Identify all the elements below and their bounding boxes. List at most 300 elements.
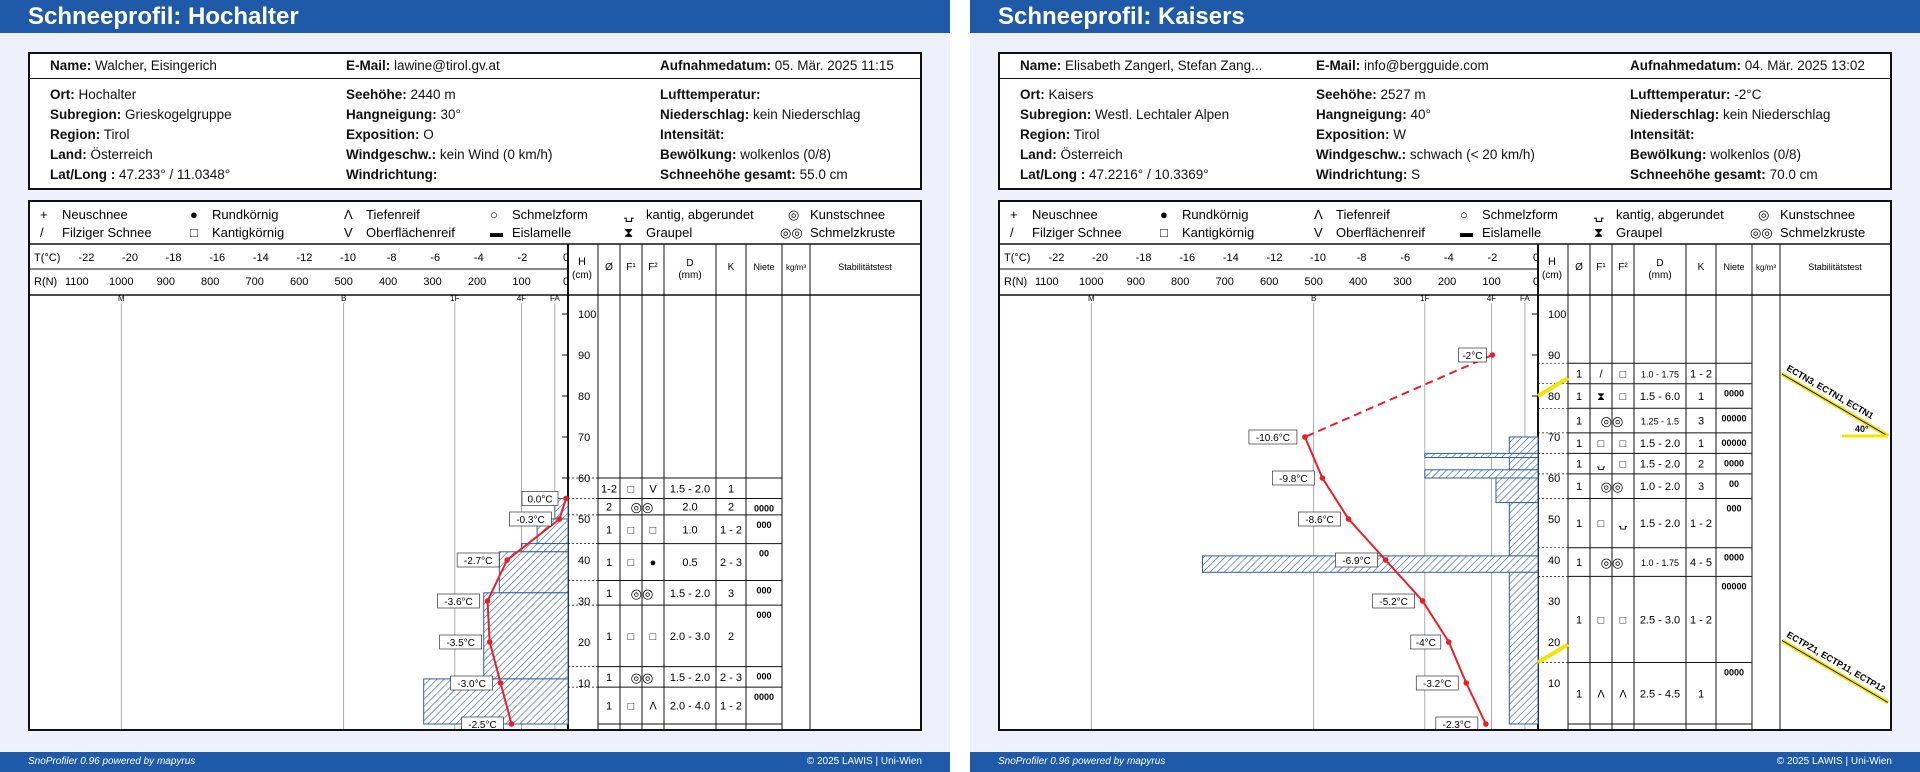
- graupel-symbol: ⧗: [624, 225, 634, 240]
- temperature-label: -3.2°C: [1423, 679, 1452, 690]
- t-tick: -2: [517, 252, 528, 264]
- t-tick: -16: [209, 252, 226, 264]
- legend-label: Graupel: [1616, 225, 1663, 240]
- layer-wetness: 1: [1575, 688, 1583, 701]
- layer-grain-size: 1.5 - 2.0: [1639, 458, 1681, 471]
- layer-grain-form: ◎◎: [630, 669, 654, 685]
- height-label: 20: [1548, 637, 1561, 649]
- kunstschnee-symbol: ◎: [1758, 207, 1770, 222]
- legend-label: Filziger Schnee: [62, 225, 152, 240]
- name-label: Name:: [1020, 58, 1062, 73]
- t-tick: -20: [1092, 252, 1108, 264]
- height-label: 10: [1548, 678, 1561, 690]
- intensitaet-label: Intensität:: [660, 127, 725, 142]
- hangneigung-value: 40°: [1410, 107, 1431, 122]
- tiefenreif-symbol: Λ: [344, 207, 353, 222]
- hand-hardness-label: M: [1087, 294, 1095, 303]
- exposition-value: O: [423, 127, 434, 142]
- temperature-label: -6.9°C: [1342, 556, 1371, 567]
- layer-hardness: 1: [1697, 391, 1705, 403]
- t-tick: -6: [1400, 252, 1411, 264]
- t-tick: -22: [1048, 252, 1065, 264]
- subregion-label: Subregion:: [1020, 107, 1092, 122]
- layer-niete: 0000: [1723, 667, 1745, 678]
- layer-grain-size: 1.5 - 2.0: [669, 483, 711, 496]
- layer-hardness: 1: [1697, 438, 1705, 451]
- bewoelkung-label: Bewölkung:: [1630, 147, 1707, 162]
- ort-value: Hochalter: [78, 87, 137, 102]
- hangneigung-value: 30°: [440, 107, 461, 122]
- footer-copyright: © 2025 LAWIS | Uni-Wien: [806, 756, 922, 767]
- observer-email[interactable]: info@bergguide.com: [1364, 58, 1489, 73]
- snow-profile-chart: [30, 202, 920, 729]
- height-label: 70: [1548, 432, 1561, 444]
- r-tick: 100: [512, 276, 531, 288]
- r-tick: 500: [334, 276, 353, 288]
- layer-niete: 0000: [1723, 458, 1745, 469]
- subregion-label: Subregion:: [50, 107, 122, 122]
- r-axis-label: R(N): [1004, 276, 1028, 288]
- schneehoehe-label: Schneehöhe gesamt:: [1630, 167, 1766, 182]
- temperature-label: -10.6°C: [1255, 433, 1290, 444]
- air-temperature-label: -2°C: [1462, 351, 1483, 362]
- layer-grain-form: ◎◎: [630, 585, 654, 601]
- r-tick: 400: [378, 276, 398, 288]
- profile-panel-kaisers: [970, 0, 1920, 772]
- windgeschw-label: Windgeschw.:: [1316, 147, 1407, 162]
- layer-wetness: 1: [605, 671, 613, 684]
- temperature-label: -0.3°C: [516, 515, 545, 526]
- air-temperature-point: [1490, 352, 1496, 358]
- profile-title: Schneeprofil: Hochalter: [0, 0, 950, 33]
- latlong-label: Lat/Long :: [1020, 167, 1086, 182]
- layer-hardness: 3: [727, 587, 735, 600]
- height-label: 10: [578, 678, 591, 690]
- ram-segment: [1509, 503, 1538, 556]
- latlong-value: 47.233° / 11.0348°: [119, 167, 231, 182]
- r-tick: 700: [245, 276, 264, 288]
- profile-header: [998, 52, 1892, 190]
- layer-grain-form-1: □: [627, 483, 635, 496]
- email-label: E-Mail:: [346, 58, 391, 73]
- kantig-abgerundet-symbol: ⍽: [1594, 207, 1604, 222]
- windrichtung-value: S: [1411, 167, 1421, 182]
- date-label: Aufnahmedatum:: [660, 58, 771, 73]
- layer-grain-form-1: □: [627, 524, 635, 537]
- seehoehe-value: 2440 m: [410, 87, 456, 102]
- r-tick: 600: [290, 276, 309, 288]
- bewoelkung-label: Bewölkung:: [660, 147, 737, 162]
- hand-hardness-label: B: [340, 294, 347, 303]
- layer-hardness: 1 - 2: [719, 700, 743, 713]
- height-label: 90: [578, 350, 591, 362]
- layer-grain-form-2: □: [1619, 368, 1627, 381]
- bewoelkung-value: wolkenlos (0/8): [1710, 147, 1802, 162]
- eislamelle-symbol: ▬: [1460, 225, 1473, 240]
- t-axis-label: T(°C): [1004, 252, 1031, 264]
- layer-hardness: 1: [727, 483, 735, 496]
- temperature-point: [485, 598, 491, 604]
- legend-label: Kantigkörnig: [212, 225, 285, 240]
- layer-niete: 000: [756, 610, 772, 621]
- profile-chart: [998, 200, 1892, 731]
- temperature-point: [487, 639, 493, 645]
- temperature-point: [1483, 721, 1489, 727]
- t-tick: -8: [1356, 252, 1367, 264]
- layer-niete: 000: [756, 671, 772, 682]
- temperature-label: -9.8°C: [1279, 474, 1308, 485]
- height-label: 40: [1548, 555, 1561, 567]
- layer-hardness: 2 - 3: [719, 671, 743, 684]
- temperature-point: [498, 680, 504, 686]
- temperature-label: -3.6°C: [444, 597, 473, 608]
- r-tick: 400: [1348, 276, 1368, 288]
- r-tick: 1100: [1035, 276, 1059, 288]
- r-tick: 0: [1532, 276, 1540, 288]
- temperature-point: [1383, 557, 1389, 563]
- layer-niete: 00000: [1721, 437, 1747, 448]
- windrichtung-label: Windrichtung:: [346, 167, 438, 182]
- oberflaechenreif-symbol: V: [1314, 225, 1323, 240]
- legend-label: Eislamelle: [512, 225, 572, 240]
- t-tick: 0: [562, 252, 570, 264]
- r-tick: 1000: [1079, 276, 1104, 288]
- stability-outline: [1782, 374, 1888, 436]
- lufttemp-value: -2°C: [1734, 87, 1762, 102]
- layer-wetness: 1: [1575, 458, 1583, 471]
- legend-label: Schmelzform: [512, 207, 588, 222]
- t-tick: -18: [1135, 252, 1152, 264]
- layer-grain-form-1: Λ: [1597, 688, 1605, 701]
- col-f2: F²: [1618, 262, 1628, 273]
- height-label: 30: [578, 596, 591, 608]
- footer-credit: SnoProfiler 0.96 powered by mapyrus: [28, 756, 196, 767]
- temperature-point: [1302, 434, 1308, 440]
- layer-grain-form-2: □: [649, 630, 657, 643]
- legend: [1010, 207, 1865, 240]
- t-tick: -4: [1443, 252, 1454, 264]
- t-tick: -6: [430, 252, 441, 264]
- profile-panel-hochalter: [0, 0, 950, 772]
- legend-label: Rundkörnig: [212, 207, 279, 222]
- seehoehe-label: Seehöhe:: [1316, 87, 1377, 102]
- layer-niete: 0000: [1723, 552, 1745, 563]
- observer-name: Walcher, Eisingerich: [95, 58, 217, 73]
- t-axis-label: T(°C): [34, 252, 61, 264]
- layer-hardness: 2: [727, 501, 735, 514]
- footer: [0, 752, 950, 772]
- layer-hardness: 1 - 2: [1689, 368, 1713, 381]
- col-wet: Ø: [605, 262, 613, 273]
- t-tick: -10: [340, 252, 356, 264]
- seehoehe-label: Seehöhe:: [346, 87, 407, 102]
- layer-grain-size: 1.25 - 1.5: [1640, 416, 1680, 427]
- legend-label: Filziger Schnee: [1032, 225, 1122, 240]
- r-tick: 300: [1393, 276, 1412, 288]
- niederschlag-label: Niederschlag:: [1630, 107, 1720, 122]
- hand-hardness-label: 1F: [1420, 294, 1430, 303]
- layer-grain-form-1: □: [1597, 438, 1605, 451]
- layer-grain-form-1: ⍽: [1596, 458, 1606, 471]
- email-label: E-Mail:: [1316, 58, 1361, 73]
- layer-niete: 0000: [753, 503, 775, 514]
- legend-label: kantig, abgerundet: [646, 207, 754, 222]
- r-tick: 1100: [65, 276, 89, 288]
- legend-label: Schmelzkruste: [810, 225, 896, 240]
- layer-hardness: 1 - 2: [719, 524, 743, 537]
- layer-grain-form-1: □: [627, 630, 635, 643]
- stability-angle: 40°: [1855, 424, 1869, 434]
- axis-header: [1000, 252, 1562, 288]
- t-tick: -4: [473, 252, 484, 264]
- height-label: 100: [578, 309, 597, 321]
- legend-label: Eislamelle: [1482, 225, 1542, 240]
- ort-label: Ort:: [1020, 87, 1045, 102]
- layer-grain-size: 2.0 - 3.0: [669, 630, 711, 643]
- region-value: Tirol: [1073, 127, 1100, 142]
- hand-hardness-label: FA: [549, 294, 560, 303]
- layer-grain-form-2: □: [1619, 614, 1627, 627]
- oberflaechenreif-symbol: V: [344, 225, 353, 240]
- schneehoehe-value: 55.0 cm: [799, 167, 848, 182]
- temperature-curve: [1305, 437, 1486, 724]
- legend-label: Graupel: [646, 225, 693, 240]
- layer-wetness: 2: [605, 501, 613, 514]
- col-k: K: [1697, 262, 1705, 273]
- record-date: 04. Mär. 2025 13:02: [1744, 58, 1865, 73]
- windgeschw-label: Windgeschw.:: [346, 147, 437, 162]
- legend-label: Neuschnee: [62, 207, 128, 222]
- height-label: 50: [578, 514, 591, 526]
- layer-wetness: 1-2: [601, 483, 617, 496]
- ram-segment: [1496, 478, 1538, 503]
- temperature-label: -5.2°C: [1379, 597, 1408, 608]
- niederschlag-value: kein Niederschlag: [1723, 107, 1831, 122]
- latlong-value: 47.2216° / 10.3369°: [1089, 167, 1209, 182]
- layer-hardness: 3: [1697, 415, 1705, 428]
- region-label: Region:: [50, 127, 101, 142]
- col-niete: Niete: [1723, 262, 1745, 272]
- subregion-value: Westl. Lechtaler Alpen: [1095, 107, 1230, 122]
- col-density: kg/m³: [1756, 263, 1776, 272]
- layer-niete: 000: [756, 585, 772, 596]
- hangneigung-label: Hangneigung:: [1316, 107, 1407, 122]
- niederschlag-value: kein Niederschlag: [753, 107, 861, 122]
- height-label: 20: [578, 637, 591, 649]
- hand-hardness-label: FA: [1519, 294, 1530, 303]
- t-tick: -20: [122, 252, 138, 264]
- col-d-unit: (mm): [678, 270, 702, 281]
- seehoehe-value: 2527 m: [1380, 87, 1426, 102]
- lufttemp-label: Lufttemperatur:: [660, 87, 761, 102]
- ort-label: Ort:: [50, 87, 75, 102]
- rundkoernig-symbol: ●: [190, 207, 198, 222]
- legend-label: kantig, abgerundet: [1616, 207, 1724, 222]
- t-tick: -14: [1222, 252, 1239, 264]
- layer-grain-form: ◎◎: [630, 499, 654, 515]
- observer-name: Elisabeth Zangerl, Stefan Zang...: [1065, 58, 1263, 73]
- height-label: 80: [1548, 391, 1561, 403]
- r-tick: 100: [1482, 276, 1501, 288]
- exposition-value: W: [1393, 127, 1407, 142]
- ram-segment: [1509, 572, 1538, 724]
- temperature-label: 0.0°C: [527, 494, 553, 506]
- ram-segment: [1425, 470, 1538, 478]
- hangneigung-label: Hangneigung:: [346, 107, 437, 122]
- legend: [40, 207, 895, 240]
- layer-niete: 000: [756, 519, 772, 530]
- temperature-label: -8.6°C: [1305, 515, 1334, 526]
- hand-hardness-label: 4F: [516, 294, 527, 303]
- layer-grain-size: 1.5 - 2.0: [1639, 438, 1681, 451]
- bewoelkung-value: wolkenlos (0/8): [740, 147, 832, 162]
- schmelzkruste-symbol: ◎◎: [780, 225, 803, 240]
- schmelzform-symbol: ○: [490, 207, 498, 222]
- snow-profile-chart: [1000, 202, 1890, 729]
- footer: [970, 752, 1920, 772]
- layer-grain-form-1: □: [1597, 518, 1605, 531]
- ram-segment: [1425, 453, 1538, 457]
- height-label: 100: [1548, 309, 1567, 321]
- t-tick: -22: [78, 252, 95, 264]
- temperature-point: [1346, 516, 1352, 522]
- layer-wetness: 1: [1575, 368, 1583, 381]
- t-tick: -16: [1179, 252, 1196, 264]
- r-tick: 1000: [109, 276, 134, 288]
- r-tick: 900: [156, 276, 175, 288]
- layer-niete: 0000: [1723, 388, 1745, 399]
- layer-wetness: 1: [605, 524, 613, 537]
- column-headers: [605, 258, 892, 281]
- layer-grain-form-1: ⧗: [1597, 391, 1605, 403]
- layer-grain-size: 2.5 - 3.0: [1639, 614, 1681, 627]
- land-label: Land:: [1020, 147, 1057, 162]
- layer-grain-form-2: □: [1619, 391, 1627, 403]
- stability-label: ECTN3, ECTN1, ECTN1: [1785, 363, 1876, 421]
- legend-label: Rundkörnig: [1182, 207, 1249, 222]
- land-value: Österreich: [90, 147, 153, 162]
- t-tick: -18: [165, 252, 182, 264]
- stability-outline: [1782, 641, 1888, 703]
- r-tick: 700: [1215, 276, 1234, 288]
- layer-grain-form-2: □: [1619, 458, 1627, 471]
- layer-hardness: 2: [1697, 458, 1705, 471]
- layer-grain-form-2: V: [649, 483, 657, 496]
- region-value: Tirol: [103, 127, 130, 142]
- col-d: D: [686, 258, 694, 269]
- layer-hardness: 3: [1697, 481, 1705, 494]
- tiefenreif-symbol: Λ: [1314, 207, 1323, 222]
- height-label: 70: [578, 432, 591, 444]
- layer-grain-form-2: Λ: [649, 700, 657, 713]
- t-tick: 0: [1532, 252, 1540, 264]
- name-label: Name:: [50, 58, 92, 73]
- windgeschw-value: kein Wind (0 km/h): [439, 147, 553, 162]
- layer-grain-size: 1.5 - 2.0: [669, 671, 711, 684]
- schneehoehe-value: 70.0 cm: [1769, 167, 1818, 182]
- layer-hardness: 1 - 2: [1689, 518, 1713, 531]
- hand-hardness-label: B: [1310, 294, 1317, 303]
- height-label: 60: [578, 473, 591, 485]
- temperature-label: -2.5°C: [468, 720, 497, 729]
- hand-hardness-label: M: [117, 294, 125, 303]
- profile-title: Schneeprofil: Kaisers: [970, 0, 1920, 33]
- height-label: 90: [1548, 350, 1561, 362]
- kantig-abgerundet-symbol: ⍽: [624, 207, 634, 222]
- temperature-label: -4°C: [1415, 638, 1436, 649]
- layer-grain-form-1: □: [627, 557, 635, 570]
- air-temperature-line: [1305, 355, 1492, 437]
- t-tick: -10: [1310, 252, 1326, 264]
- height-label: 30: [1548, 596, 1561, 608]
- legend-label: Schmelzkruste: [1780, 225, 1866, 240]
- layer-wetness: 1: [605, 587, 613, 600]
- layer-grain-size: 1.0 - 1.75: [1640, 369, 1680, 380]
- layer-grain-form: ◎◎: [1600, 413, 1624, 429]
- t-tick: -2: [1487, 252, 1498, 264]
- ort-value: Kaisers: [1048, 87, 1094, 102]
- layer-grain-form-2: ⍽: [1618, 518, 1628, 531]
- height-label: 50: [1548, 514, 1561, 526]
- layer-grain-form: ◎◎: [1600, 479, 1624, 495]
- observer-email[interactable]: lawine@tirol.gv.at: [394, 58, 500, 73]
- layer-wetness: 1: [1575, 614, 1583, 627]
- layer-grain-size: 1.0 - 1.75: [1640, 558, 1680, 569]
- kunstschnee-symbol: ◎: [788, 207, 800, 222]
- land-value: Österreich: [1060, 147, 1123, 162]
- col-f2: F²: [648, 262, 658, 273]
- axis-header: [30, 252, 592, 288]
- layer-wetness: 1: [605, 700, 613, 713]
- region-label: Region:: [1020, 127, 1071, 142]
- h-label: H: [578, 256, 586, 268]
- layer-wetness: 1: [605, 630, 613, 643]
- footer-credit: SnoProfiler 0.96 powered by mapyrus: [998, 756, 1166, 767]
- r-axis-label: R(N): [34, 276, 58, 288]
- legend-label: Tiefenreif: [366, 207, 420, 222]
- temperature-point: [1463, 680, 1469, 686]
- ram-segment: [1509, 437, 1538, 453]
- layer-grain-form-2: □: [1619, 438, 1627, 451]
- layer-grain-size: 2.0: [682, 501, 698, 514]
- temperature-point: [504, 557, 510, 563]
- exposition-label: Exposition:: [1316, 127, 1390, 142]
- col-d: D: [1656, 258, 1664, 269]
- temperature-point: [557, 516, 563, 522]
- windgeschw-value: schwach (< 20 km/h): [1409, 147, 1535, 162]
- temperature-label: -3.5°C: [446, 638, 475, 649]
- t-tick: -14: [252, 252, 269, 264]
- height-label: 80: [578, 391, 591, 403]
- legend-label: Oberflächenreif: [1336, 225, 1425, 240]
- layer-grain-form-1: □: [1597, 614, 1605, 627]
- temperature-point: [1420, 598, 1426, 604]
- hand-hardness-label: 1F: [450, 294, 460, 303]
- layer-niete: 00000: [1721, 581, 1747, 592]
- legend-label: Oberflächenreif: [366, 225, 455, 240]
- height-label: 60: [1548, 473, 1561, 485]
- layer-hardness: 1 - 2: [1689, 614, 1713, 627]
- temperature-point: [563, 496, 569, 502]
- r-tick: 900: [1126, 276, 1145, 288]
- layer-wetness: 1: [1575, 415, 1583, 428]
- ram-segment: [1509, 458, 1538, 470]
- legend-label: Tiefenreif: [1336, 207, 1390, 222]
- layer-niete: 00000: [1721, 413, 1747, 424]
- date-label: Aufnahmedatum:: [1630, 58, 1741, 73]
- legend-label: Kantigkörnig: [1182, 225, 1255, 240]
- layer-wetness: 1: [605, 557, 613, 570]
